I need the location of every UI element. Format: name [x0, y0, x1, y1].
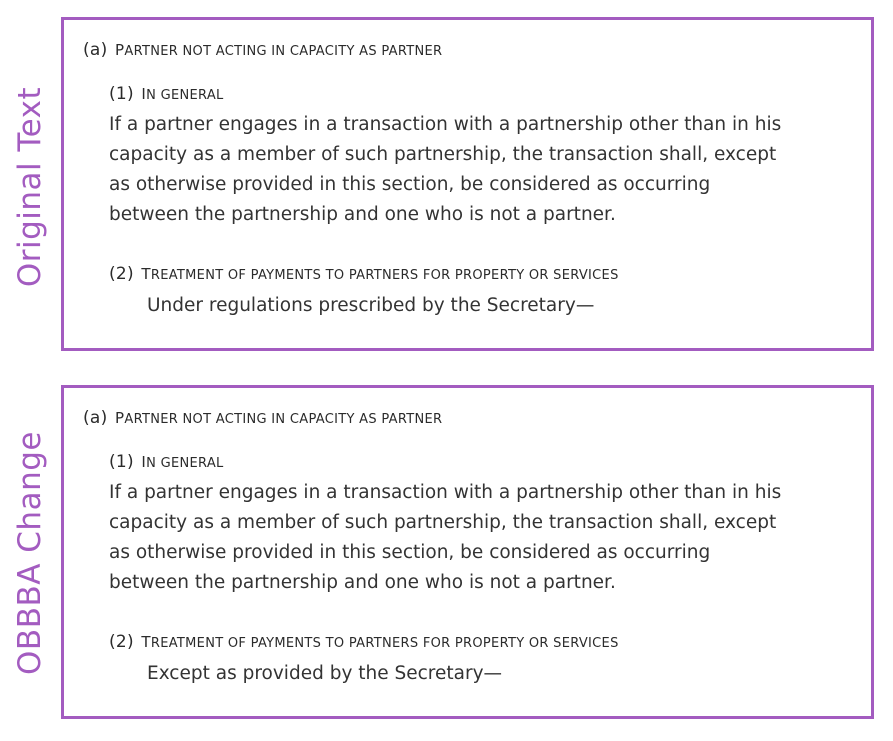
paragraph-1-line: between the partnership and one who is not a partner.: [109, 204, 616, 225]
paragraph-1-line: capacity as a member of such partnership, the transaction shall, except: [109, 512, 777, 533]
subsection-a-heading: [83, 408, 442, 428]
paragraph-1-line: If a partner engages in a transaction with a partnership other than in his: [109, 482, 782, 503]
subsection-a-title-initial: P: [115, 409, 125, 427]
original-text-panel: [61, 17, 874, 351]
original-text-label: [0, 18, 60, 356]
paragraph-1-line: between the partnership and one who is not a partner.: [109, 572, 616, 593]
paragraph-2-text: Under regulations prescribed by the Secretary—: [147, 295, 595, 316]
paragraph-2-title-initial: T: [141, 265, 151, 283]
paragraph-2-title: REATMENT OF PAYMENTS TO PARTNERS FOR PROPERTY OR SERVICES: [150, 636, 619, 651]
obbba-change-label: [0, 384, 60, 722]
subsection-a-number: (a): [83, 408, 108, 428]
paragraph-1-number: (1): [109, 84, 134, 104]
paragraph-1-text: [109, 478, 859, 598]
paragraph-1-line: as otherwise provided in this section, be considered as occurring: [109, 542, 711, 563]
obbba-change-label-text: OBBBA Change: [12, 431, 49, 675]
paragraph-1-title-initial: I: [141, 85, 147, 103]
paragraph-1-line: as otherwise provided in this section, be considered as occurring: [109, 174, 711, 195]
subsection-a-title: ARTNER NOT ACTING IN CAPACITY AS PARTNER: [124, 44, 443, 59]
paragraph-2-number: (2): [109, 264, 134, 284]
paragraph-2-heading: [109, 632, 619, 652]
subsection-a-title: ARTNER NOT ACTING IN CAPACITY AS PARTNER: [124, 412, 443, 427]
paragraph-1-title-initial: I: [141, 453, 147, 471]
paragraph-1-title: N GENERAL: [146, 88, 224, 103]
obbba-change-panel: [61, 385, 874, 719]
paragraph-2-title-initial: T: [141, 633, 151, 651]
paragraph-1-line: If a partner engages in a transaction with a partnership other than in his: [109, 114, 782, 135]
paragraph-2-text: Except as provided by the Secretary—: [147, 663, 503, 684]
paragraph-1-heading: [109, 84, 224, 104]
paragraph-2-heading: [109, 264, 619, 284]
paragraph-2-number: (2): [109, 632, 134, 652]
original-text-label-text: Original Text: [12, 86, 49, 288]
paragraph-1-text: [109, 110, 859, 230]
paragraph-1-number: (1): [109, 452, 134, 472]
subsection-a-number: (a): [83, 40, 108, 60]
paragraph-1-title: N GENERAL: [146, 456, 224, 471]
paragraph-1-heading: [109, 452, 224, 472]
paragraph-1-line: capacity as a member of such partnership, the transaction shall, except: [109, 144, 777, 165]
subsection-a-heading: [83, 40, 442, 60]
paragraph-2-title: REATMENT OF PAYMENTS TO PARTNERS FOR PROPERTY OR SERVICES: [150, 268, 619, 283]
subsection-a-title-initial: P: [115, 41, 125, 59]
